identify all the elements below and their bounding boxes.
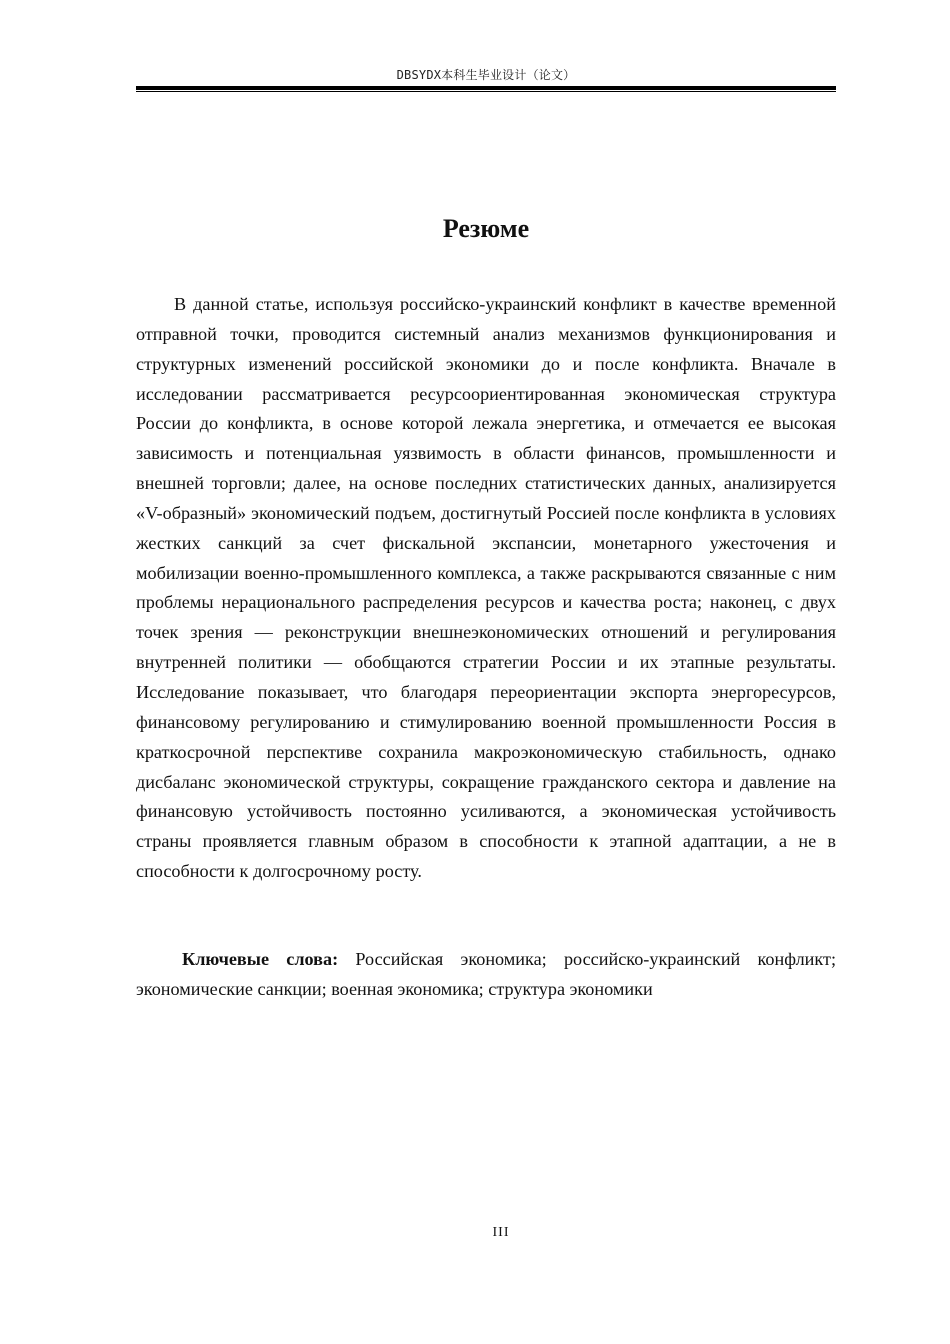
abstract-paragraph: В данной статье, используя российско-украинский конфликт в качестве временной отправной точки, проводится системный анализ механизмов функционирования и структурных изменений российской экономики до и после конфликта. Вначале в исследовании рассматривается ресурсоориентированная экономическая структура России до конфликта, в основе которой лежала энергетика, и отмечается ее высокая зависимость и потенциальная уязвимость в области финансов, промышленности и внешней торговли; далее, на основе последних статистических данных, анализируется «V-образный» экономический подъем, достигнутый Россией после конфликта в условиях жестких санкций за счет фискальной экспансии, монетарного ужесточения и мобилизации военно-промышленного комплекса, а также раскрываются связанные с ним проблемы нерационального распределения ресурсов и качества роста; наконец, с двух точек зрения — реконструкции внешнеэкономических отношений и регулирования внутренней политики — обобщаются стратегии России и их этапные результаты. Исследование показывает, что благодаря переориентации экспорта энергоресурсов, финансовому регулированию и стимулированию военной промышленности Россия в краткосрочной перспективе сохранила макроэкономическую стабильность, однако дисбаланс экономической структуры, сокращение гражданского сектора и давление на финансовую устойчивость постоянно усиливаются, а экономическая устойчивость страны проявляется главным образом в способности к этапной адаптации, а не в способности к долгосрочному росту. <box>136 294 836 882</box>
header-rule-thick <box>136 86 836 90</box>
keywords-label: Ключевые слова: <box>182 949 339 969</box>
running-header: DBSYDX本科生毕业设计（论文） <box>396 68 576 82</box>
keywords-paragraph <box>136 945 836 1005</box>
header-rule-thin <box>136 91 836 92</box>
page-title: Резюме <box>442 214 530 244</box>
keywords-text: Российская экономика; российско-украинский конфликт; экономические санкции; военная экономика; структура экономики <box>136 949 836 999</box>
page-number: III <box>492 1225 510 1240</box>
